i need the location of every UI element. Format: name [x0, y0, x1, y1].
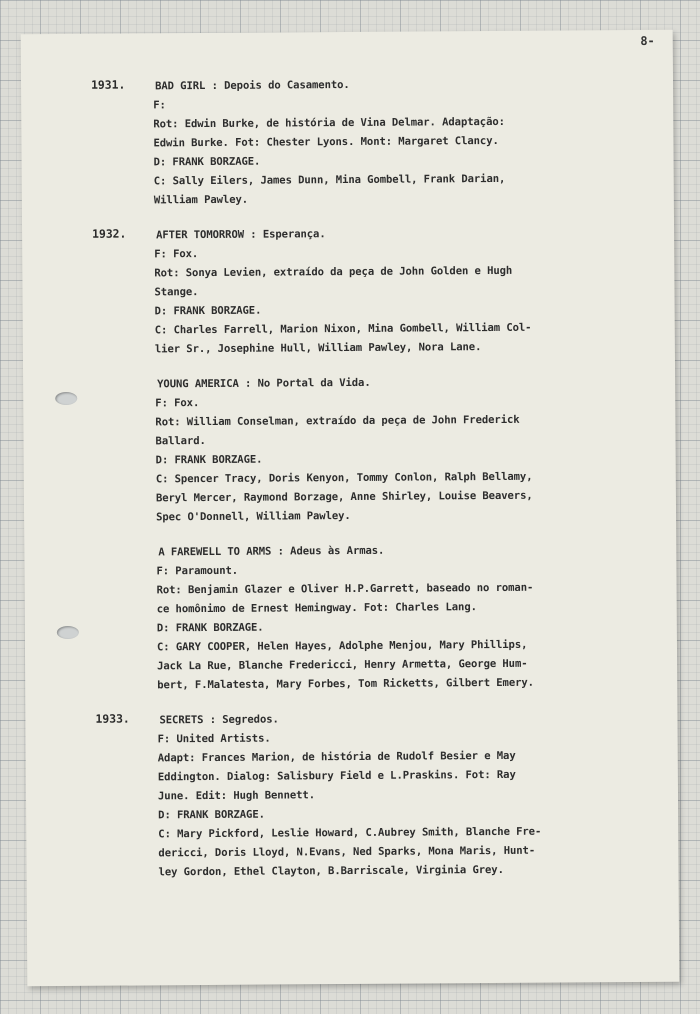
credit-line: D: FRANK BORZAGE. — [155, 453, 263, 467]
credit-line: Stange. — [154, 286, 199, 299]
credit-line: C: Spencer Tracy, Doris Kenyon, Tommy Conlon, Ralph Bellamy, — [155, 470, 533, 486]
film-entry — [25, 708, 678, 884]
credit-line: Jack La Rue, Blanche Fredericci, Henry Armetta, George Hum- — [157, 657, 528, 673]
film-entry — [21, 74, 674, 212]
credit-line: F: Paramount. — [156, 564, 239, 578]
credit-line: C: Mary Pickford, Leslie Howard, C.Aubrey Smith, Blanche Fre- — [158, 825, 542, 841]
credit-line: lier Sr., Josephine Hull, William Pawley, Nora Lane. — [154, 341, 482, 356]
credit-line: Rot: William Conselman, extraído da peça de John Frederick — [155, 413, 520, 429]
film-title-line: SECRETS : Segredos. — [159, 713, 279, 727]
film-title-line: AFTER TOMORROW : Esperança. — [156, 228, 326, 242]
credit-line: Edwin Burke. Fot: Chester Lyons. Mont: Margaret Clancy. — [153, 134, 499, 150]
credit-line: F: Fox. — [154, 248, 199, 261]
entry-year: 1931. — [90, 77, 126, 92]
credit-line: D: FRANK BORZAGE. — [158, 808, 265, 822]
typewritten-page — [21, 30, 680, 987]
credit-line: F: Fox. — [155, 397, 200, 410]
credit-line: June. Edit: Hugh Bennett. — [157, 789, 315, 803]
credit-line: C: Charles Farrell, Marion Nixon, Mina Gombell, William Col- — [154, 321, 532, 337]
film-title-line: A FAREWELL TO ARMS : Adeus às Armas. — [158, 544, 385, 559]
page-number: 8- — [640, 33, 655, 48]
credit-line: Rot: Sonya Levien, extraído da peça de John Golden e Hugh — [154, 264, 513, 280]
film-entry — [23, 372, 676, 529]
film-entry — [22, 223, 675, 361]
credit-line: Spec O'Donnell, William Pawley. — [156, 509, 351, 524]
film-entry — [24, 540, 677, 697]
credit-line: F: United Artists. — [157, 732, 271, 746]
credit-line: Rot: Edwin Burke, de história de Vina Delmar. Adaptação: — [153, 115, 505, 131]
credit-line: dericci, Doris Lloyd, N.Evans, Ned Sparks, Mona Maris, Hunt- — [158, 844, 536, 860]
film-title-line: YOUNG AMERICA : No Portal da Vida. — [157, 376, 371, 391]
credit-line: D: FRANK BORZAGE. — [153, 155, 261, 169]
credit-line: Adapt: Frances Marion, de história de Rudolf Besier e May — [157, 749, 516, 765]
credit-line: bert, F.Malatesta, Mary Forbes, Tom Ricketts, Gilbert Emery. — [157, 676, 534, 692]
filmography-list — [21, 74, 679, 900]
credit-line: Eddington. Dialog: Salisbury Field e L.Praskins. Fot: Ray — [157, 768, 516, 784]
credit-line: Beryl Mercer, Raymond Borzage, Anne Shirley, Louise Beavers, — [155, 489, 533, 505]
credit-line: D: FRANK BORZAGE. — [156, 621, 264, 635]
credit-line: William Pawley. — [153, 193, 249, 207]
entry-year: 1933. — [95, 711, 130, 726]
credit-line: ce homônimo de Ernest Hemingway. Fot: Charles Lang. — [156, 601, 477, 616]
credit-line: F: — [153, 99, 166, 112]
credit-line: Ballard. — [155, 435, 206, 448]
film-title-line: BAD GIRL : Depois do Casamento. — [155, 78, 350, 93]
credit-line: ley Gordon, Ethel Clayton, B.Barriscale, Virginia Grey. — [158, 863, 504, 879]
credit-line: D: FRANK BORZAGE. — [154, 304, 262, 318]
entry-year: 1932. — [92, 226, 127, 241]
credit-line: C: Sally Eilers, James Dunn, Mina Gombell, Frank Darian, — [153, 172, 506, 188]
credit-line: C: GARY COOPER, Helen Hayes, Adolphe Menjou, Mary Phillips, — [156, 638, 528, 654]
credit-line: Rot: Benjamin Glazer e Oliver H.P.Garrett, baseado no roman- — [156, 581, 534, 597]
